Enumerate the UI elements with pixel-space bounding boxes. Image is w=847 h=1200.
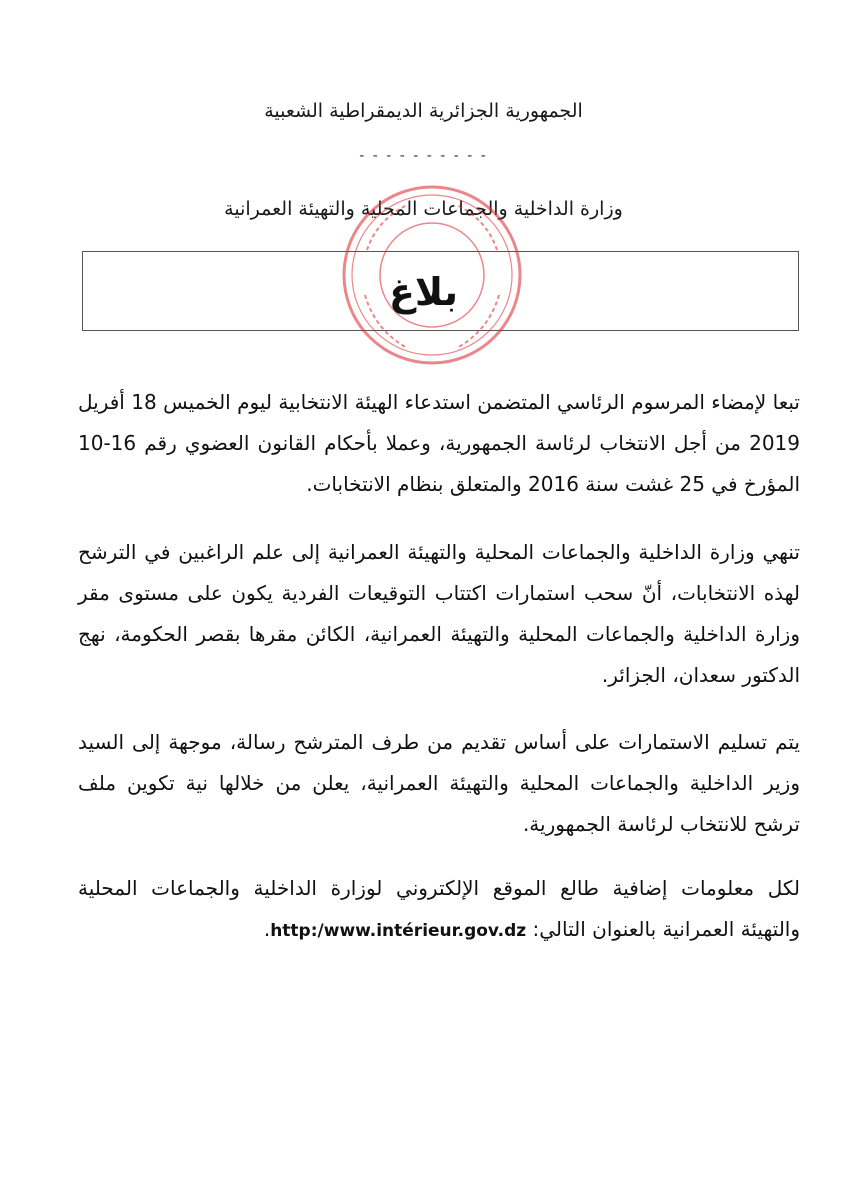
paragraph-more-info [78,868,800,952]
paragraph-forms-withdrawal: تنهي وزارة الداخلية والجماعات المحلية والتهيئة العمرانية إلى علم الراغبين في الترشح لهذه الانتخابات، أنّ سحب استمارات اكتتاب التوقيعات الفردية يكون على مستوى مقر وزارة الداخلية والجماعات المحلية والتهيئة العمرانية، الكائن مقرها بقصر الحكومة، نهج الدكتور سعدان، الجزائر. [78,540,800,687]
ministry-name: وزارة الداخلية والجماعات المحلية والتهيئة العمرانية [224,198,623,220]
paragraph-decree: تبعا لإمضاء المرسوم الرئاسي المتضمن استدعاء الهيئة الانتخابية ليوم الخميس 18 أفريل 2019 من أجل الانتخاب لرئاسة الجمهورية، وعملا بأحكام القانون العضوي رقم 16-10 المؤرخ في 25 غشت سنة 2016 والمتعلق بنظام الانتخابات. [78,390,800,496]
header-separator: - - - - - - - - - - [359,148,488,164]
document-title: بلاغ [388,270,459,314]
final-period: . [263,917,271,941]
republic-name: الجمهورية الجزائرية الديمقراطية الشعبية [264,100,583,122]
paragraph-forms-delivery: يتم تسليم الاستمارات على أساس تقديم من طرف المترشح رسالة، موجهة إلى السيد وزير الداخلية والجماعات المحلية والتهيئة العمرانية، يعلن من خلالها نية تكوين ملف ترشح للانتخاب لرئاسة الجمهورية. [78,730,800,836]
ministry-website-link[interactable]: http:/www.intérieur.gov.dz [270,921,527,941]
more-info-text: لكل معلومات إضافية طالع الموقع الإلكتروني لوزارة الداخلية والجماعات المحلية والتهيئة العمرانية بالعنوان التالي: [78,876,800,941]
